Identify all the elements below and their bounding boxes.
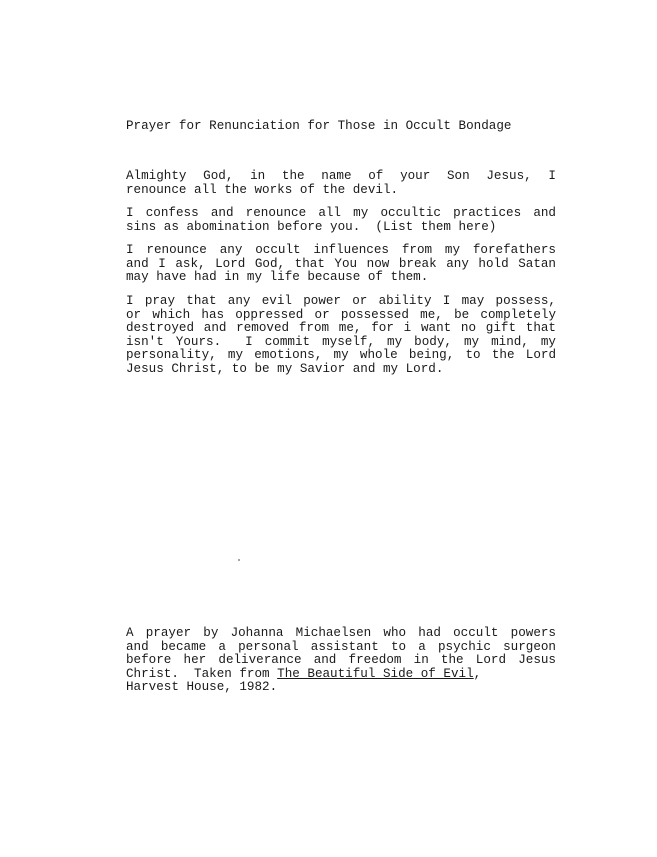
paragraph-line: or which has oppressed or possessed me, be completely bbox=[126, 307, 556, 322]
book-title: The Beautiful Side of Evil bbox=[277, 666, 474, 681]
credit-line: A prayer by Johanna Michaelsen who had occult powers bbox=[126, 626, 556, 640]
document-title: Prayer for Renunciation for Those in Occult Bondage bbox=[126, 119, 512, 133]
paragraph-line: may have had in my life because of them. bbox=[126, 270, 429, 285]
paragraph-2 bbox=[126, 207, 556, 234]
credit-prefix: Christ. Taken from bbox=[126, 666, 278, 681]
paragraph-line: sins as abomination before you. (List them here) bbox=[126, 219, 497, 234]
credit-note bbox=[126, 627, 556, 695]
credit-line: Harvest House, 1982. bbox=[126, 680, 278, 695]
credit-line: before her deliverance and freedom in the Lord Jesus bbox=[126, 653, 556, 668]
credit-line-citation bbox=[126, 668, 556, 682]
paragraph-4 bbox=[126, 295, 556, 377]
paragraph-line: renounce all the works of the devil. bbox=[126, 182, 399, 197]
paragraph-line: I confess and renounce all my occultic practices and bbox=[126, 206, 556, 220]
paragraph-3 bbox=[126, 244, 556, 285]
credit-suffix: , bbox=[473, 666, 482, 681]
credit-line: and became a personal assistant to a psychic surgeon bbox=[126, 639, 556, 654]
paragraph-line: Almighty God, in the name of your Son Jesus, I bbox=[126, 169, 556, 183]
paragraph-line: isn't Yours. I commit myself, my body, my mind, my bbox=[126, 334, 556, 349]
paragraph-line: and I ask, Lord God, that You now break any hold Satan bbox=[126, 256, 556, 271]
scan-speck bbox=[238, 559, 240, 561]
paragraph-line: personality, my emotions, my whole being, to the Lord bbox=[126, 348, 556, 363]
paragraph-line: I renounce any occult influences from my forefathers bbox=[126, 243, 556, 257]
paragraph-line: Jesus Christ, to be my Savior and my Lord. bbox=[126, 361, 444, 376]
paragraph-line: destroyed and removed from me, for i want no gift that bbox=[126, 321, 556, 336]
paragraph-1 bbox=[126, 170, 556, 197]
paragraph-line: I pray that any evil power or ability I may possess, bbox=[126, 294, 556, 308]
